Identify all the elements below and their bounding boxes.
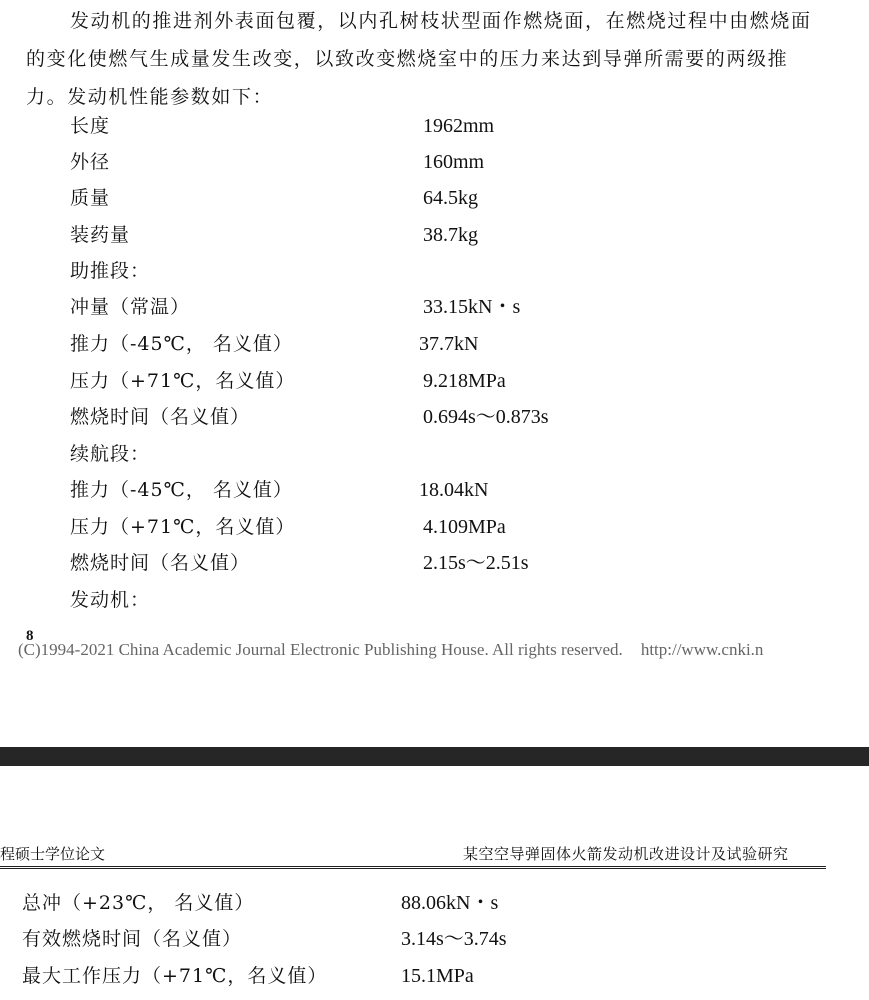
copyright-text: (C)1994-2021 China Academic Journal Electronic Publishing House. All rights reserved.: [18, 640, 623, 659]
param-label: 助推段：: [70, 260, 151, 282]
paragraph-line-1: 发动机的推进剂外表面包覆，以内孔树枝状型面作燃烧面，在燃烧过程中由燃烧面: [70, 10, 812, 32]
param-value: 64.5kg: [423, 187, 478, 209]
param-label: 发动机：: [70, 589, 151, 611]
param-label: 推力（-45℃， 名义值）: [70, 333, 293, 355]
param-label: 装药量: [70, 224, 131, 246]
param-value: 88.06kN・s: [401, 892, 499, 914]
param-label: 质量: [70, 187, 111, 209]
param-value: 38.7kg: [423, 224, 478, 246]
running-header-left: 程硕士学位论文: [0, 845, 106, 863]
param-label: 总冲（+23℃， 名义值）: [22, 892, 255, 914]
running-header-right: 某空空导弹固体火箭发动机改进设计及试验研究: [463, 845, 789, 863]
param-label: 有效燃烧时间（名义值）: [22, 928, 243, 950]
param-value: 0.694s～0.873s: [423, 406, 549, 428]
param-label: 最大工作压力（+71℃，名义值）: [22, 965, 328, 987]
param-value: 4.109MPa: [423, 516, 506, 538]
param-label: 推力（-45℃， 名义值）: [70, 479, 293, 501]
param-label: 压力（+71℃，名义值）: [70, 516, 296, 538]
page-break-divider: [0, 747, 869, 766]
param-value: 2.15s～2.51s: [423, 552, 529, 574]
param-value: 1962mm: [423, 115, 495, 137]
paragraph-line-2: 的变化使燃气生成量发生改变，以致改变燃烧室中的压力来达到导弹所需要的两级推: [26, 48, 789, 70]
param-label: 燃烧时间（名义值）: [70, 406, 251, 428]
footer-url[interactable]: http://www.cnki.n: [640, 640, 764, 659]
param-label: 续航段：: [70, 443, 151, 465]
param-label: 冲量（常温）: [70, 296, 191, 318]
param-value: 18.04kN: [419, 479, 489, 501]
param-value: 15.1MPa: [401, 965, 474, 987]
page-number: 8: [26, 628, 34, 644]
intro-paragraph: [26, 2, 864, 116]
param-value: 9.218MPa: [423, 370, 506, 392]
param-value: 37.7kN: [419, 333, 479, 355]
param-value: 160mm: [423, 151, 485, 173]
header-rule-secondary: [0, 868, 826, 869]
copyright-footer: [18, 640, 763, 660]
param-label: 燃烧时间（名义值）: [70, 552, 251, 574]
paragraph-line-3: 力。发动机性能参数如下：: [26, 86, 274, 108]
param-label: 外径: [70, 151, 111, 173]
header-rule: [0, 866, 826, 867]
param-label: 长度: [70, 115, 111, 137]
param-value: 33.15kN・s: [423, 296, 521, 318]
param-value: 3.14s～3.74s: [401, 928, 507, 950]
param-label: 压力（+71℃，名义值）: [70, 370, 296, 392]
